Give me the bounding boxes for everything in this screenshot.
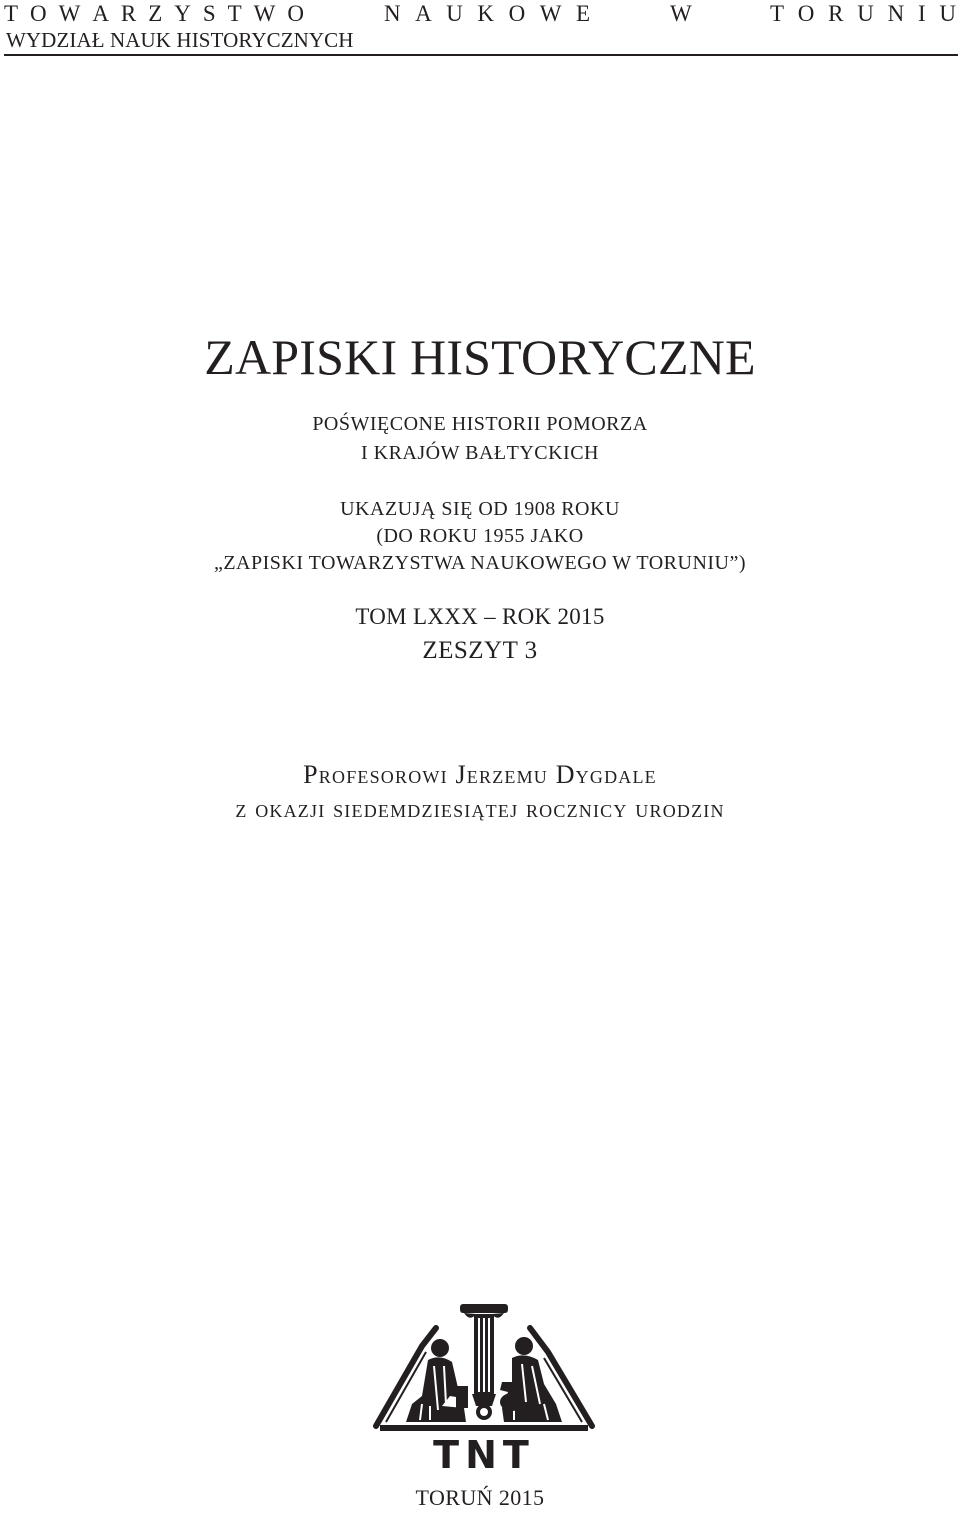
subtitle-line-1: POŚWIĘCONE HISTORII POMORZA bbox=[312, 413, 648, 435]
society-name bbox=[4, 0, 956, 28]
dedication-line-2: z okazji siedemdziesiątej rocznicy urodzin bbox=[235, 794, 725, 823]
society-word-2: N A U K O W E bbox=[384, 1, 590, 26]
history-line-2: (DO ROKU 1955 JAKO bbox=[376, 525, 584, 547]
subtitle-line-2: I KRAJÓW BAŁTYCKICH bbox=[360, 442, 599, 464]
journal-title: ZAPISKI HISTORYCZNE bbox=[204, 329, 756, 385]
header-rule bbox=[4, 54, 958, 56]
logo-text: TNT bbox=[433, 1433, 535, 1472]
left-figure bbox=[406, 1339, 468, 1422]
imprint: TORUŃ 2015 bbox=[415, 1485, 545, 1510]
right-figure bbox=[500, 1337, 562, 1422]
history-line-1: UKAZUJĄ SIĘ OD 1908 ROKU bbox=[340, 498, 620, 520]
history-line-3: „ZAPISKI TOWARZYSTWA NAUKOWEGO W TORUNIU”) bbox=[213, 552, 747, 574]
issue-number: ZESZYT 3 bbox=[422, 637, 538, 664]
department-name: WYDZIAŁ NAUK HISTORYCZNYCH bbox=[6, 28, 354, 52]
dedication-line-1: Profesorowi Jerzemu Dygdale bbox=[303, 760, 657, 789]
society-word-4: T O R U N I U bbox=[770, 1, 956, 26]
tnt-logo bbox=[372, 1300, 596, 1472]
society-word-1: T O W A R Z Y S T W O bbox=[4, 1, 304, 26]
volume-year: TOM LXXX – ROK 2015 bbox=[355, 604, 605, 629]
society-word-3: W bbox=[670, 1, 692, 26]
